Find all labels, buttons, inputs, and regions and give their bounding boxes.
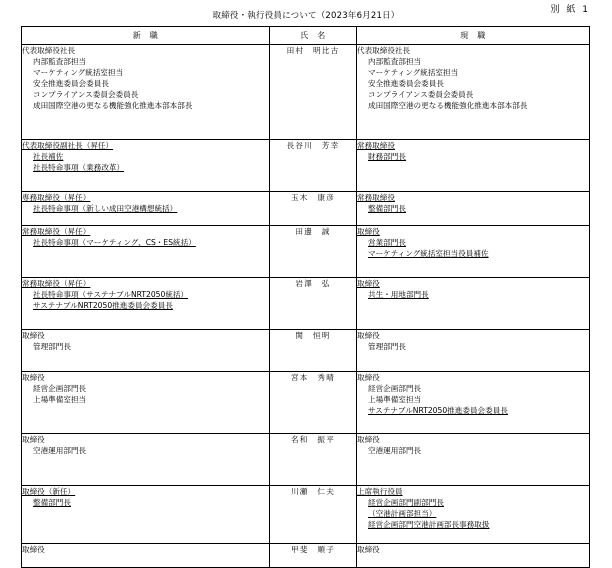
position-line: 取締役 [357, 373, 380, 382]
position-line: 取締役 [357, 545, 380, 554]
new-position-cell [22, 330, 270, 372]
new-position-cell [22, 45, 270, 140]
position-line: 社長特命事項（業務改革） [33, 163, 125, 172]
position-line: 経営企画部門長 [368, 384, 422, 393]
position-line: 内部監査部担当 [33, 57, 87, 66]
new-position-cell [22, 140, 270, 192]
new-position-cell [22, 434, 270, 486]
table-row [22, 434, 590, 486]
position-line: 社長特命事項（新しい成田空港構想統括） [33, 204, 178, 213]
position-line: 取締役 [357, 435, 380, 444]
position-line: 内部監査部担当 [368, 57, 422, 66]
current-position-cell [357, 140, 590, 192]
table-row [22, 372, 590, 434]
position-line: コンプライアンス委員会委員長 [33, 90, 139, 99]
position-line: 管理部門長 [368, 342, 406, 351]
position-line: 上場準備室担当 [33, 395, 87, 404]
table-row [22, 544, 590, 568]
table-row [22, 330, 590, 372]
position-line: 取締役 [357, 279, 380, 288]
position-line: 社長補佐 [33, 152, 64, 161]
position-line: 整備部門長 [368, 204, 406, 213]
document-title: 取締役・執行役員について（2023年6月21日） [212, 11, 400, 21]
new-position-cell [22, 192, 270, 226]
position-line: 安全推進委員会委員長 [368, 79, 444, 88]
position-line: 常務取締役（昇任） [22, 279, 91, 288]
position-line: 空港運用部門長 [368, 446, 422, 455]
position-line: 安全推進委員会委員長 [33, 79, 109, 88]
position-line: 管理部門長 [33, 342, 71, 351]
position-line: 代表取締役副社長（昇任） [22, 141, 114, 150]
current-position-cell [357, 486, 590, 544]
position-line: サステナブルNRT2050推進委員会委員長 [33, 301, 173, 310]
position-line: 代表取締役社長 [357, 46, 411, 55]
position-line: マーケティング統括室担当 [33, 68, 124, 77]
position-line: 空港運用部門長 [33, 446, 87, 455]
position-line: 経営企画部門副部門長 [368, 498, 444, 507]
table-header-row [22, 27, 590, 45]
current-position-cell [357, 330, 590, 372]
executive-name-cell: 名和 振平 [270, 434, 357, 486]
position-line: 経営企画部門長 [33, 384, 87, 393]
table-row [22, 45, 590, 140]
position-line: 取締役 [357, 227, 380, 236]
position-line: 取締役 [22, 373, 45, 382]
table-row [22, 278, 590, 330]
position-line: 営業部門長 [368, 238, 406, 247]
executive-roster-table [21, 26, 590, 568]
executive-name-cell: 甲斐 順子 [270, 544, 357, 568]
position-line: 社長特命事項（マーケティング、CS・ES統括） [33, 238, 196, 247]
header-current-position: 現 職 [357, 27, 590, 45]
position-line: 常務取締役（昇任） [22, 227, 91, 236]
header-name: 氏 名 [270, 27, 357, 45]
current-position-cell [357, 544, 590, 568]
position-line: 取締役 [22, 331, 45, 340]
position-line: 共生・用地部門長 [368, 290, 429, 299]
new-position-cell [22, 226, 270, 278]
executive-name-cell: 宮本 秀晴 [270, 372, 357, 434]
position-line: 財務部門長 [368, 152, 406, 161]
position-line: 取締役 [22, 545, 45, 554]
position-line: 取締役 [22, 435, 45, 444]
position-line: 成田国際空港の更なる機能強化推進本部本部長 [368, 101, 528, 110]
position-line: マーケティング統括室担当 [368, 68, 459, 77]
current-position-cell [357, 192, 590, 226]
position-line: 取締役（新任） [22, 487, 76, 496]
new-position-cell [22, 372, 270, 434]
executive-name-cell: 玉木 康彦 [270, 192, 357, 226]
table-row [22, 140, 590, 192]
position-line: 取締役 [357, 331, 380, 340]
new-position-cell [22, 278, 270, 330]
position-line: 上席執行役員 [357, 487, 403, 496]
table-row [22, 226, 590, 278]
position-line: 常務取締役 [357, 193, 395, 202]
executive-name-cell: 田村 明比古 [270, 45, 357, 140]
position-line: 専務取締役（昇任） [22, 193, 91, 202]
position-line: 成田国際空港の更なる機能強化推進本部本部長 [33, 101, 193, 110]
position-line: コンプライアンス委員会委員長 [368, 90, 474, 99]
new-position-cell [22, 486, 270, 544]
executive-name-cell: 関 恒明 [270, 330, 357, 372]
current-position-cell [357, 226, 590, 278]
current-position-cell [357, 45, 590, 140]
position-line: 上場準備室担当 [368, 395, 422, 404]
position-line: 整備部門長 [33, 498, 71, 507]
position-line: マーケティング統括室担当役員補佐 [368, 249, 489, 258]
position-line: 常務取締役 [357, 141, 395, 150]
table-row [22, 192, 590, 226]
position-line: 社長特命事項（サステナブルNRT2050統括） [33, 290, 189, 299]
position-line: 代表取締役社長 [22, 46, 76, 55]
current-position-cell [357, 372, 590, 434]
header-new-position: 新 職 [22, 27, 270, 45]
current-position-cell [357, 434, 590, 486]
table-row [22, 486, 590, 544]
executive-name-cell: 川瀬 仁夫 [270, 486, 357, 544]
executive-name-cell: 田邊 誠 [270, 226, 357, 278]
position-line: サステナブルNRT2050推進委員会委員長 [368, 406, 508, 415]
position-line: 経営企画部門空港計画部長事務取扱 [368, 520, 490, 529]
executive-name-cell: 岩澤 弘 [270, 278, 357, 330]
attachment-label: 別 紙 1 [550, 5, 590, 15]
current-position-cell [357, 278, 590, 330]
new-position-cell [22, 544, 270, 568]
executive-name-cell: 長谷川 芳幸 [270, 140, 357, 192]
position-line: （空港計画部担当） [368, 509, 437, 518]
